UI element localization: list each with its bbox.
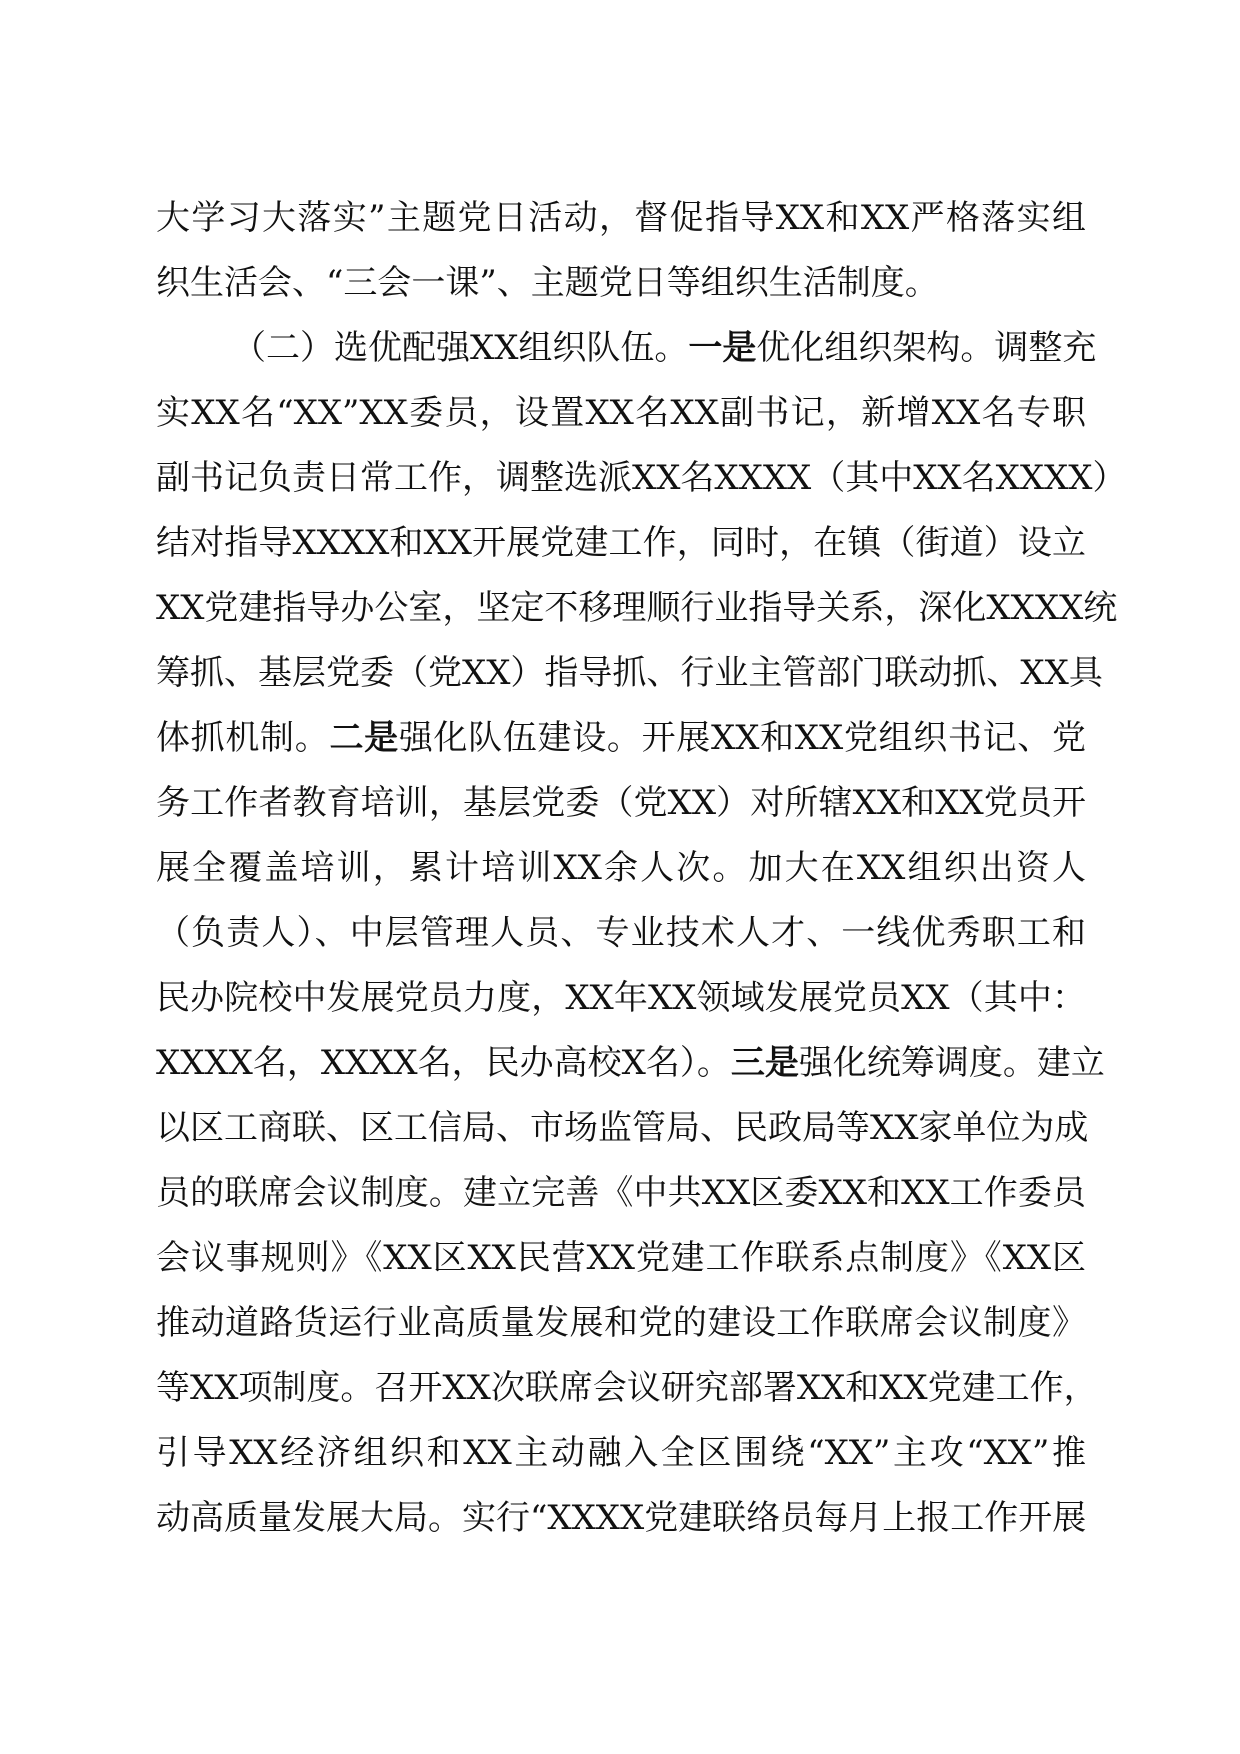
text-line	[156, 966, 1086, 1031]
text-line	[156, 706, 1086, 771]
document-body-text	[156, 186, 1127, 1551]
text-segment: 筹抓、基层党委（党XX）指导抓、行业主管部门联动抓、XX具	[156, 653, 1103, 693]
text-segment: 体抓机制。	[156, 718, 330, 758]
text-line	[156, 511, 1086, 576]
text-line	[156, 186, 1086, 251]
text-line	[156, 1031, 1105, 1096]
text-line	[156, 1161, 1086, 1226]
bold-enumeration-marker: 一是	[688, 328, 757, 368]
text-segment: 副书记负责日常工作，调整选派XX名XXXX（其中XX名XXXX）	[156, 458, 1127, 498]
text-segment: 强化统筹调度。建立	[798, 1043, 1105, 1083]
text-line	[156, 901, 1086, 966]
text-segment: 实XX名“XX”XX委员，设置XX名XX副书记，新增XX名专职	[156, 393, 1086, 433]
text-line	[156, 771, 1086, 836]
text-segment: XXXX名，XXXX名，民办高校X名）。	[156, 1043, 731, 1083]
text-line	[156, 576, 1118, 641]
text-segment: （负责人）、中层管理人员、专业技术人才、一线优秀职工和	[156, 913, 1086, 953]
text-segment: 以区工商联、区工信局、市场监管局、民政局等XX家单位为成	[156, 1108, 1089, 1148]
bold-enumeration-marker: 二是	[329, 718, 399, 758]
text-segment: XX党建指导办公室，坚定不移理顺行业指导关系，深化XXXX统	[156, 588, 1118, 628]
text-line	[156, 316, 1097, 381]
text-line	[156, 641, 1103, 706]
text-line	[156, 1486, 1086, 1551]
text-segment: 会议事规则》《XX区XX民营XX党建工作联系点制度》《XX区	[156, 1238, 1086, 1278]
text-segment: 强化队伍建设。开展XX和XX党组织书记、党	[398, 718, 1086, 758]
text-line	[156, 1421, 1086, 1486]
text-segment: 务工作者教育培训，基层党委（党XX）对所辖XX和XX党员开	[156, 783, 1086, 823]
text-segment: 引导XX经济组织和XX主动融入全区围绕“XX”主攻“XX”推	[156, 1433, 1086, 1473]
text-line	[156, 381, 1086, 446]
text-segment: 动高质量发展大局。实行“XXXX党建联络员每月上报工作开展	[156, 1498, 1087, 1538]
text-segment: 展全覆盖培训，累计培训XX余人次。加大在XX组织出资人	[156, 848, 1086, 888]
text-line	[156, 446, 1127, 511]
bold-enumeration-marker: 三是	[730, 1043, 799, 1083]
text-segment: 优化组织架构。调整充	[756, 328, 1097, 368]
text-segment: 结对指导XXXX和XX开展党建工作，同时，在镇（街道）设立	[156, 523, 1086, 563]
text-segment: 等XX项制度。召开XX次联席会议研究部署XX和XX党建工作，	[156, 1368, 1098, 1408]
text-line	[156, 1096, 1089, 1161]
text-line	[156, 1356, 1098, 1421]
text-line	[156, 836, 1086, 901]
text-segment: （二）选优配强XX组织队伍。	[232, 328, 689, 368]
text-line	[156, 251, 1086, 316]
text-line	[156, 1226, 1086, 1291]
text-segment: 织生活会、“三会一课”、主题党日等组织生活制度。	[156, 263, 939, 303]
text-line	[156, 1291, 1086, 1356]
text-segment: 大学习大落实”主题党日活动，督促指导XX和XX严格落实组	[156, 198, 1086, 238]
text-segment: 推动道路货运行业高质量发展和党的建设工作联席会议制度》	[156, 1303, 1086, 1343]
text-segment: 民办院校中发展党员力度，XX年XX领域发展党员XX（其中：	[156, 978, 1086, 1018]
text-segment: 员的联席会议制度。建立完善《中共XX区委XX和XX工作委员	[156, 1173, 1086, 1213]
